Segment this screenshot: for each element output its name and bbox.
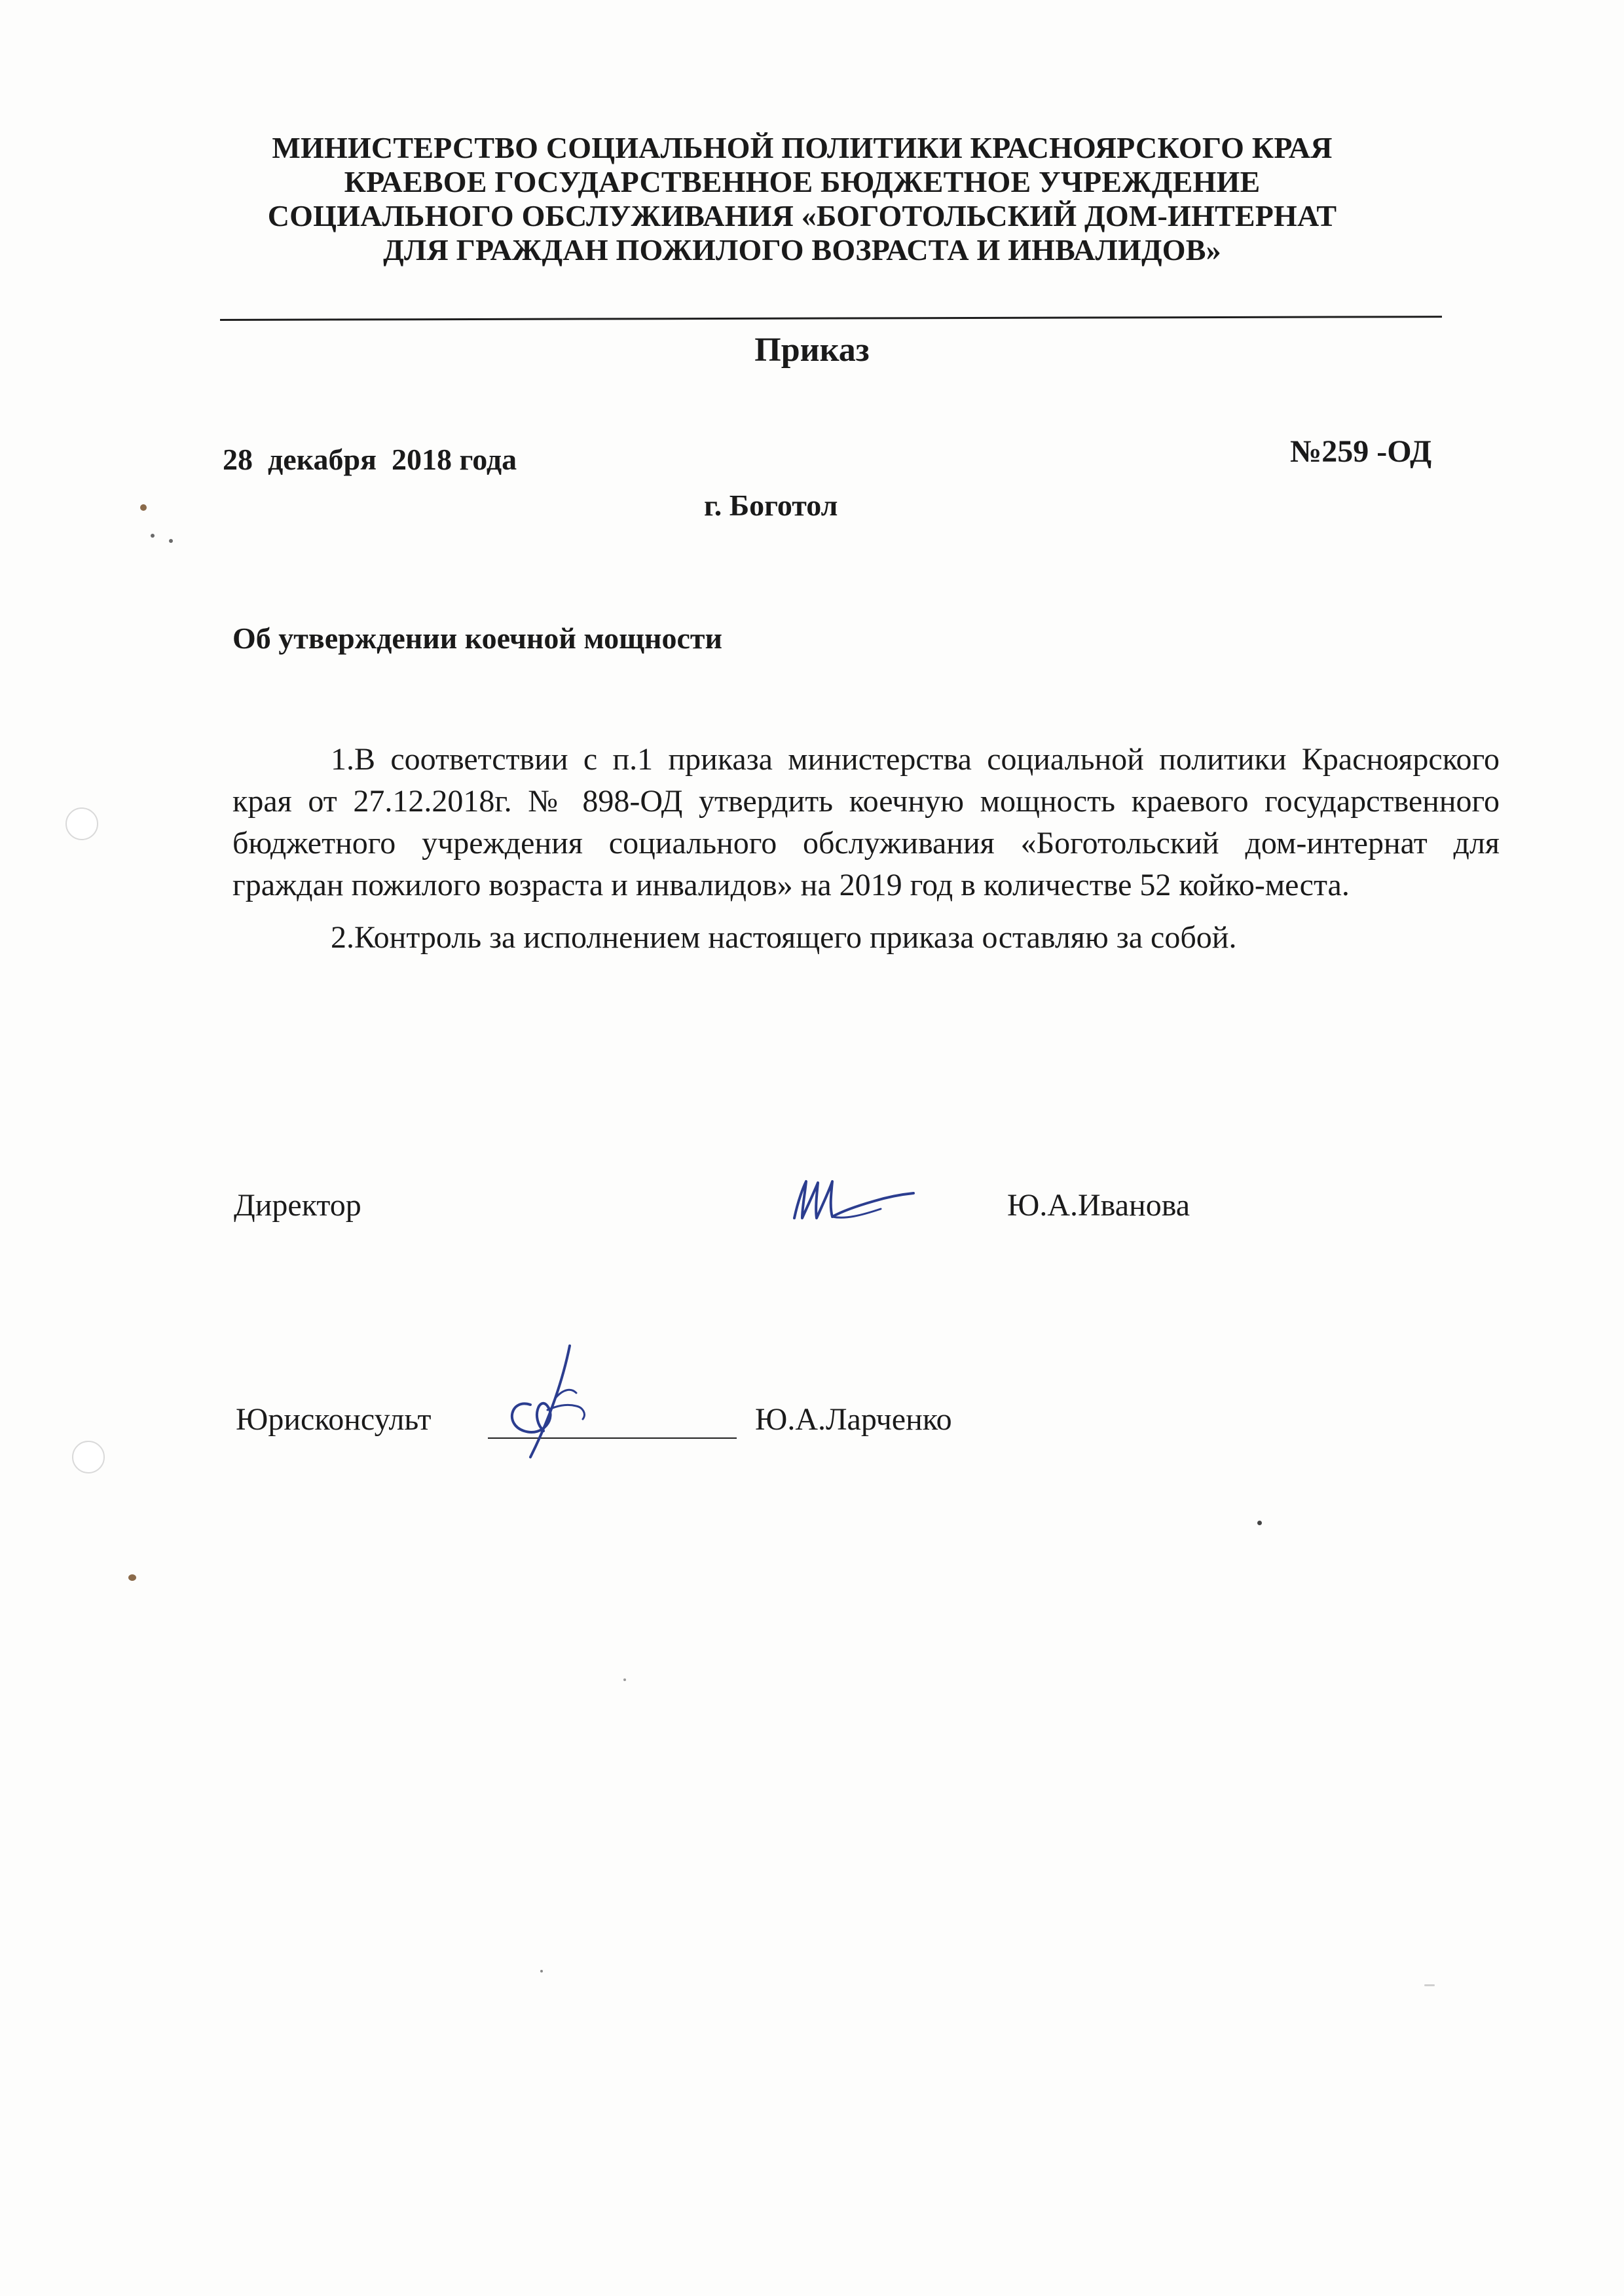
scan-speck — [1257, 1521, 1262, 1525]
scan-speck — [623, 1678, 626, 1681]
lawyer-position: Юрисконсульт — [236, 1402, 432, 1437]
document-number: №259 -ОД — [1290, 434, 1432, 469]
punch-hole-upper — [65, 807, 98, 840]
document-body — [232, 739, 1500, 959]
scan-speck — [540, 1970, 543, 1972]
scan-speck — [128, 1574, 136, 1581]
header-line-institution-type: КРАЕВОЕ ГОСУДАРСТВЕННОЕ БЮДЖЕТНОЕ УЧРЕЖДЕНИЕ — [344, 165, 1261, 198]
header-line-institution-purpose: ДЛЯ ГРАЖДАН ПОЖИЛОГО ВОЗРАСТА И ИНВАЛИДОВ» — [383, 233, 1221, 267]
header-line-institution-name: СОЦИАЛЬНОГО ОБСЛУЖИВАНИЯ «БОГОТОЛЬСКИЙ ДОМ-ИНТЕРНАТ — [267, 199, 1337, 232]
director-name: Ю.А.Иванова — [1007, 1188, 1190, 1223]
punch-hole-lower — [72, 1441, 105, 1473]
lawyer-name: Ю.А.Ларченко — [755, 1402, 952, 1437]
document-title: Приказ — [754, 331, 870, 369]
organization-header — [216, 131, 1388, 267]
document-date: 28 декабря 2018 года — [223, 443, 517, 476]
document-subject: Об утверждении коечной мощности — [232, 621, 722, 655]
scan-speck — [140, 504, 147, 511]
director-position: Директор — [234, 1188, 361, 1223]
scan-speck — [151, 534, 155, 538]
document-city: г. Боготол — [704, 489, 838, 522]
director-signature-image — [783, 1160, 927, 1239]
scan-speck — [169, 539, 173, 543]
lawyer-signature-image — [485, 1333, 616, 1470]
header-line-ministry: МИНИСТЕРСТВО СОЦИАЛЬНОЙ ПОЛИТИКИ КРАСНОЯРСКОГО КРАЯ — [272, 131, 1333, 164]
scan-speck — [1424, 1984, 1435, 1986]
header-divider — [220, 316, 1442, 321]
body-paragraph-1: 1.В соответствии с п.1 приказа министерства социальной политики Красноярского края от 27.12.2018г. № 898-ОД утвердить коечную мощность краевого государственного бюджетного учреждения социального обслуживания «Боготольский дом-интернат для граждан пожилого возраста и инвалидов» на 2019 год в количестве 52 койко-места. — [232, 742, 1500, 902]
body-paragraph-2: 2.Контроль за исполнением настоящего приказа оставляю за собой. — [331, 920, 1237, 955]
